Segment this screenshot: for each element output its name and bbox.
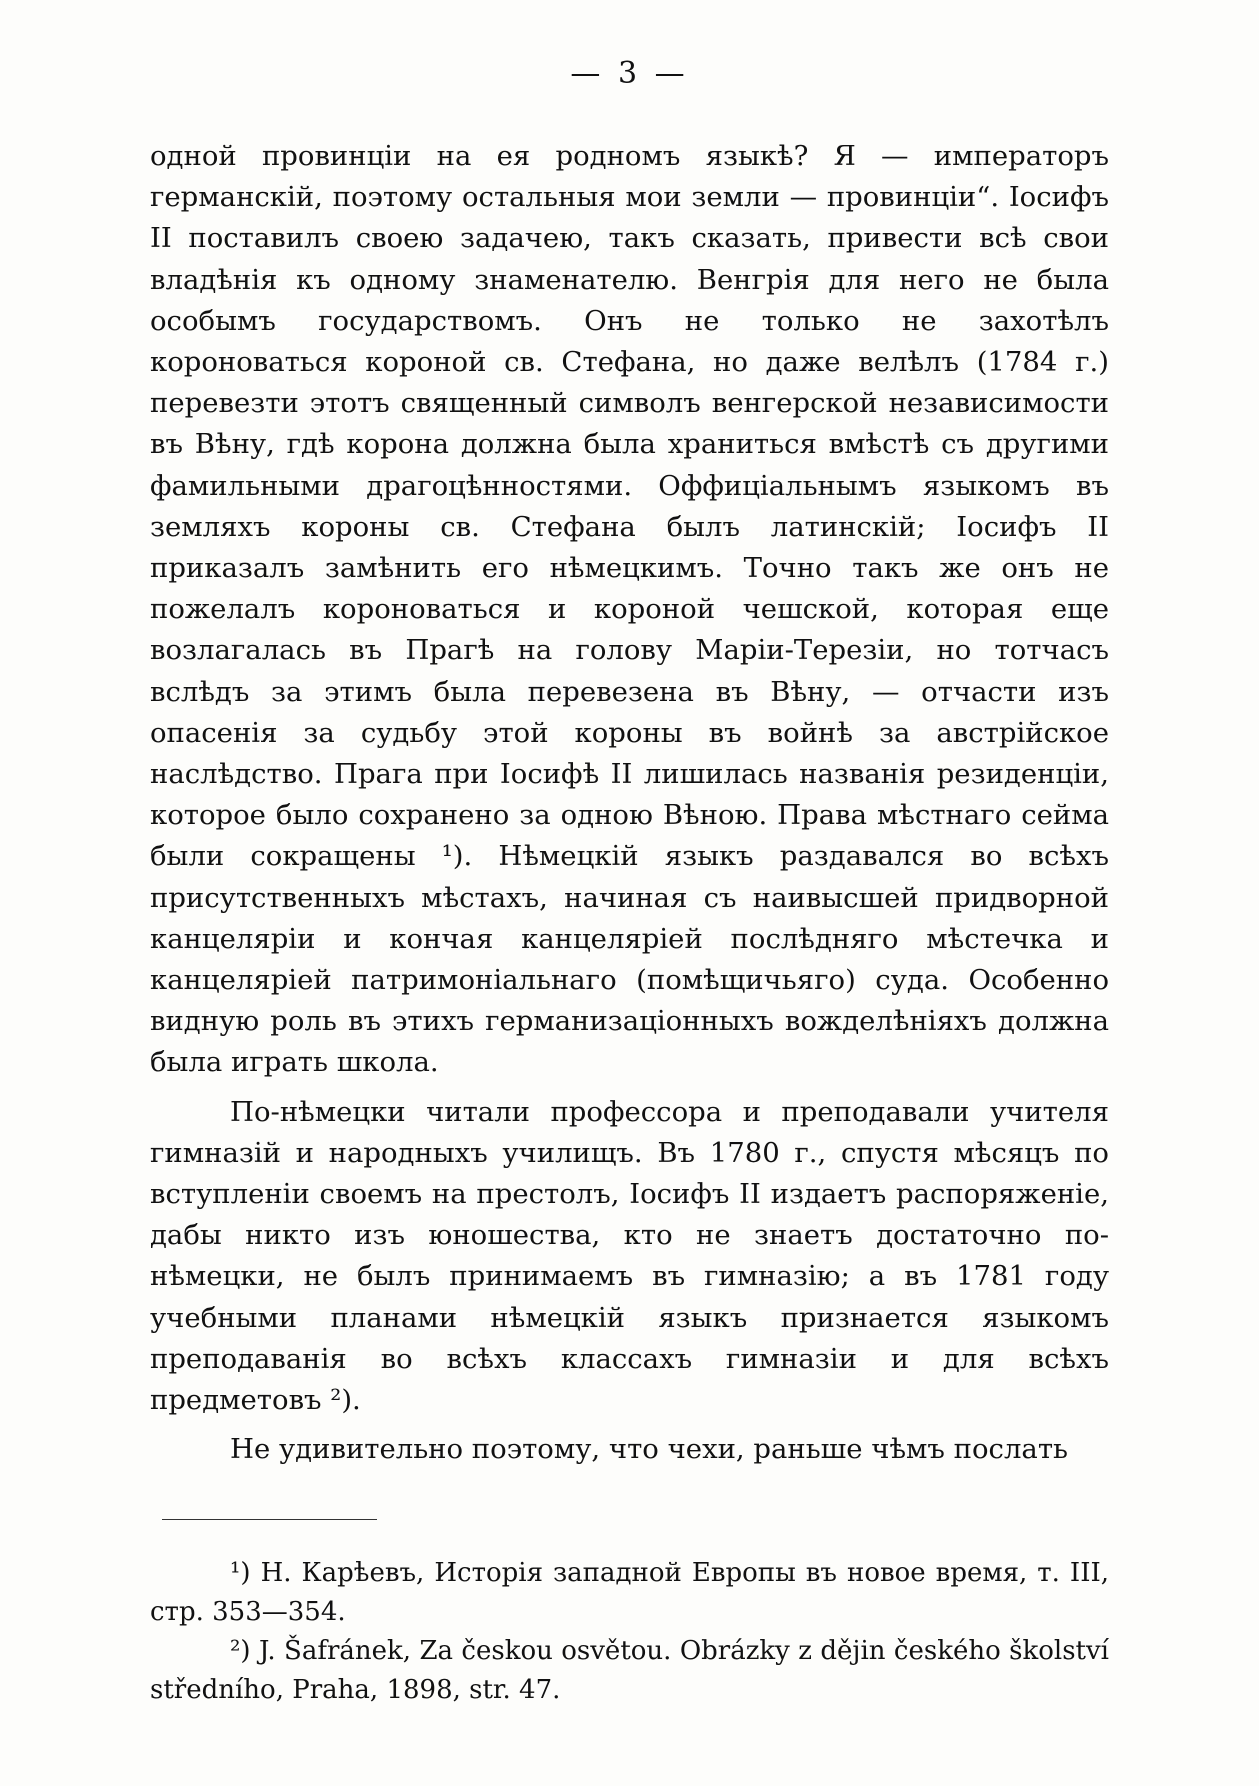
footnote-divider [162,1519,377,1520]
page-number: — 3 — [570,56,689,91]
body-paragraph-2: По-нѣмецки читали профессора и преподавали учителя гимназій и народныхъ училищъ. Въ 1780 г., спустя мѣсяцъ по вступленіи своемъ на престолъ, Іосифъ II издаетъ распоряженіе, дабы никто изъ юношества, кто не знаетъ достаточно по-нѣмецки, не былъ принимаемъ въ гимназію; а въ 1781 году учебными планами нѣмецкій языкъ признается языкомъ преподаванія во всѣхъ классахъ гимназіи и для всѣхъ предметовъ ²). [150,1095,1109,1417]
body-paragraph-1: одной провинціи на ея родномъ языкѣ? Я — императоръ германскій, поэтому остальныя мои земли — провинціи“. Іосифъ II поставилъ своею задачею, такъ сказать, привести всѣ свои владѣнія къ одному знаменателю. Венгрія для него не была особымъ государствомъ. Онъ не только не захотѣлъ короноваться короной св. Стефана, но даже велѣлъ (1784 г.) перевезти этотъ священный символъ венгерской независимости въ Вѣну, гдѣ корона должна была храниться вмѣстѣ съ другими фамильными драгоцѣнностями. Оффиціальнымъ языкомъ въ земляхъ короны св. Стефана былъ латинскій; Іосифъ II приказалъ замѣнить его нѣмецкимъ. Точно такъ же онъ не пожелалъ короноваться и короной чешской, которая еще возлагалась въ Прагѣ на голову Маріи-Терезіи, но тотчасъ вслѣдъ за этимъ была перевезена въ Вѣну, — отчасти изъ опасенія за судьбу этой короны въ войнѣ за австрійское наслѣдство. Прага при Іосифѣ II лишилась названія резиденціи, которое было сохранено за одною Вѣною. Права мѣстнаго сейма были сокращены ¹). Нѣмецкій языкъ раздавался во всѣхъ присутственныхъ мѣстахъ, начиная съ наивысшей придворной канцеляріи и кончая канцеляріей послѣдняго мѣстечка и канцеляріей патримоніальнаго (помѣщичьяго) суда. Особенно видную роль въ этихъ германизаціонныхъ вожделѣніяхъ должна была играть школа. [150,140,1109,1079]
footnote-1: ¹) Н. Карѣевъ, Исторія западной Европы въ новое время, т. III, стр. 353—354. [150,1557,1109,1627]
footnote-2: ²) J. Šafránek, Za českou osvětou. Obrázky z dějin českého školství středního, Praha, 1898, str. 47. [150,1635,1109,1705]
body-paragraph-3: Не удивительно поэтому, что чехи, раньше чѣмъ послать [230,1433,1068,1466]
